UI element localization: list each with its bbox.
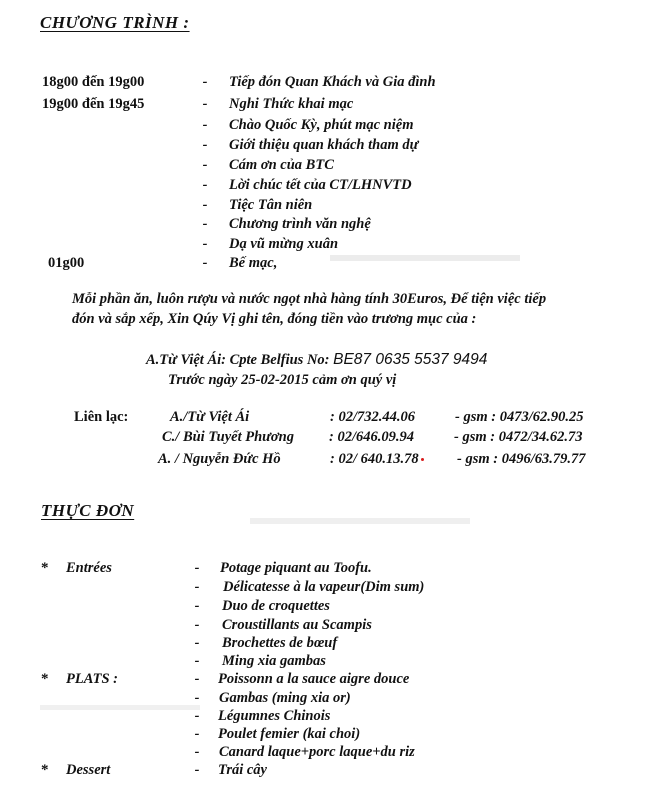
menu-bullet: * — [41, 671, 49, 687]
schedule-dash: - — [202, 74, 208, 90]
contact-gsm: - gsm : 0473/62.90.25 — [455, 409, 584, 425]
menu-item: Trái cây — [218, 762, 267, 778]
bank-account-prefix: A.Từ Việt Ái: Cpte Belfius No: — [146, 352, 330, 368]
menu-dash: - — [194, 617, 200, 633]
schedule-dash: - — [202, 137, 208, 153]
menu-item: Ming xia gambas — [222, 653, 326, 669]
contact-label: Liên lạc: — [74, 409, 129, 425]
bank-account-line — [146, 351, 487, 369]
menu-item: Potage piquant au Toofu. — [220, 560, 372, 576]
contact-phone — [330, 409, 415, 426]
contact-name: A./Từ Việt Ái — [170, 409, 250, 425]
menu-dash: - — [194, 579, 200, 595]
bank-account-number: BE87 0635 5537 9494 — [333, 351, 488, 368]
schedule-item: Tiếp đón Quan Khách và Gia đình — [229, 74, 436, 90]
menu-dash: - — [194, 690, 200, 706]
bleed-through-mark — [330, 255, 520, 261]
payment-deadline: Trước ngày 25-02-2015 cảm ơn quý vị — [168, 372, 397, 388]
schedule-time: 01g00 — [48, 255, 85, 271]
contact-gsm: - gsm : 0496/63.79.77 — [457, 451, 586, 467]
schedule-item: Tiệc Tân niên — [229, 197, 313, 213]
contact-phone-number: : 02/646.09.94 — [329, 429, 414, 445]
schedule-item: Chương trình văn nghệ — [229, 216, 371, 232]
schedule-dash: - — [202, 216, 208, 232]
schedule-item: Bế mạc, — [229, 255, 278, 271]
menu-item: Canard laque+porc laque+du riz — [219, 744, 415, 760]
menu-dash: - — [194, 744, 200, 760]
menu-item: Gambas (ming xia or) — [219, 690, 351, 706]
schedule-time: 18g00 đến 19g00 — [42, 74, 145, 90]
red-dot-mark — [421, 458, 424, 461]
menu-item: Délicatesse à la vapeur(Dim sum) — [223, 579, 425, 595]
menu-dash: - — [194, 653, 200, 669]
menu-heading: THỰC ĐƠN — [41, 501, 135, 520]
menu-bullet: * — [41, 560, 49, 576]
contact-phone — [330, 451, 424, 468]
contact-name: C./ Bùi Tuyết Phương — [162, 429, 294, 445]
menu-dash: - — [194, 635, 200, 651]
schedule-item: Dạ vũ mừng xuân — [229, 236, 339, 252]
menu-dash: - — [194, 671, 200, 687]
schedule-dash: - — [202, 96, 208, 112]
notice-line-1: Mỗi phần ăn, luôn rượu và nước ngọt nhà hàng tính 30Euros, Để tiện việc tiếp — [72, 291, 547, 307]
menu-item: Croustillants au Scampis — [222, 617, 372, 633]
menu-section-label: Entrées — [66, 560, 112, 576]
contact-name: A. / Nguyễn Đức Hồ — [158, 451, 281, 467]
schedule-item: Lời chúc tết của CT/LHNVTD — [229, 177, 412, 193]
schedule-time: 19g00 đến 19g45 — [42, 96, 145, 112]
menu-dash: - — [194, 762, 200, 778]
menu-item: Poulet femier (kai choi) — [218, 726, 361, 742]
menu-section-label: PLATS : — [66, 671, 118, 687]
schedule-dash: - — [202, 197, 208, 213]
contact-phone-number: : 02/ 640.13.78 — [330, 451, 419, 467]
menu-dash: - — [194, 708, 200, 724]
schedule-dash: - — [202, 255, 208, 271]
menu-bullet: * — [41, 762, 49, 778]
schedule-dash: - — [202, 157, 208, 173]
schedule-dash: - — [202, 117, 208, 133]
menu-item: Brochettes de bœuf — [222, 635, 338, 651]
bleed-through-mark — [40, 705, 200, 710]
schedule-dash: - — [202, 177, 208, 193]
contact-phone — [329, 429, 414, 446]
menu-item: Poissonn a la sauce aigre douce — [218, 671, 410, 687]
program-heading: CHƯƠNG TRÌNH : — [40, 13, 190, 32]
menu-dash: - — [194, 560, 200, 576]
contact-gsm: - gsm : 0472/34.62.73 — [454, 429, 583, 445]
contact-phone-number: : 02/732.44.06 — [330, 409, 415, 425]
schedule-item: Giới thiệu quan khách tham dự — [229, 137, 419, 153]
schedule-item: Chào Quốc Kỳ, phút mạc niệm — [229, 117, 414, 133]
menu-dash: - — [194, 726, 200, 742]
schedule-item: Nghi Thức khai mạc — [229, 96, 354, 112]
schedule-dash: - — [202, 236, 208, 252]
schedule-item: Cám ơn của BTC — [229, 157, 334, 173]
menu-section-label: Dessert — [66, 762, 111, 778]
menu-item: Duo de croquettes — [222, 598, 330, 614]
menu-dash: - — [194, 598, 200, 614]
bleed-through-mark — [250, 518, 470, 524]
notice-line-2: đón và sắp xếp, Xin Qúy Vị ghi tên, đóng tiền vào trương mục của : — [72, 311, 477, 327]
menu-item: Légumnes Chinois — [218, 708, 331, 724]
